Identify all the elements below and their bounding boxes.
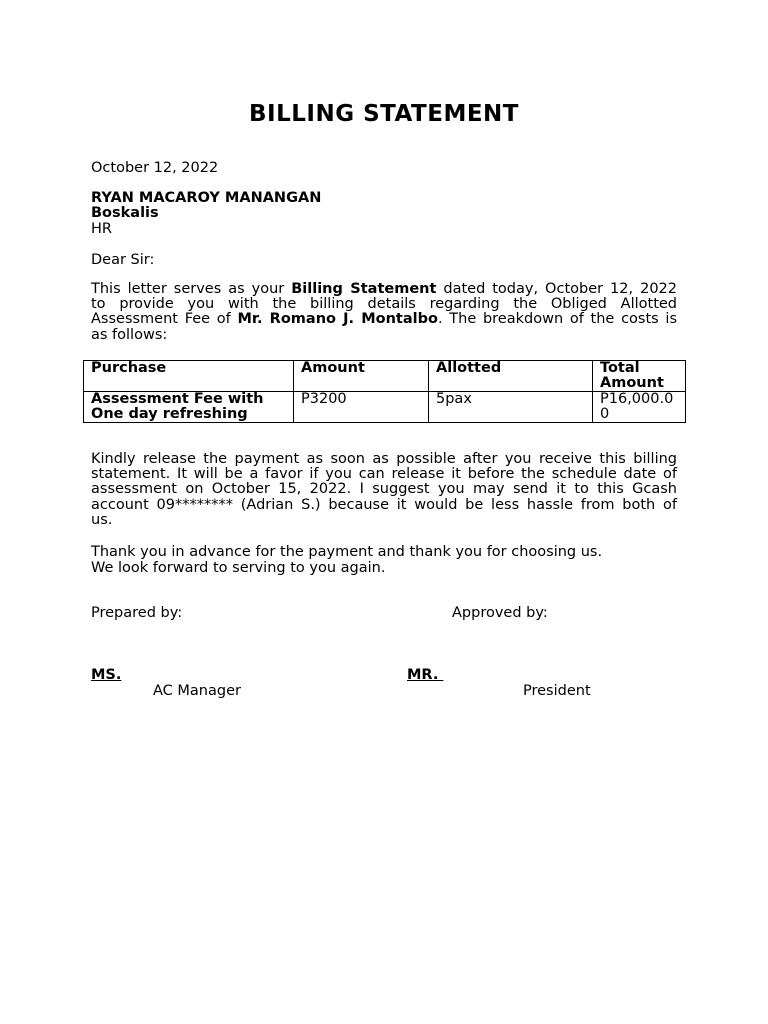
payment-line-5: us. [91,511,113,528]
column-header-amount: Amount [294,361,429,392]
approver-title: President [523,683,591,699]
assessee-name: Mr. Romano J. Montalbo [237,311,438,328]
column-header-total-amount: Total Amount [593,361,686,392]
preparer-prefix: MS. [91,667,122,683]
table-header-row [84,361,686,392]
cell-amount: P3200 [294,392,429,423]
approved-by-label: Approved by: [452,605,548,621]
letter-date: October 12, 2022 [91,160,219,176]
cell-total-amount: P16,000.00 [593,392,686,423]
cell-allotted: 5pax [429,392,593,423]
payment-line-3: assessment on October 15, 2022. I suggest you may send it to this Gcash [91,481,677,498]
billing-statement-term: Billing Statement [291,281,437,297]
cell-purchase: Assessment Fee with One day refreshing [84,392,294,423]
column-header-allotted: Allotted [429,361,593,392]
recipient-company: Boskalis [91,205,159,221]
intro-line-4: as follows: [91,326,168,343]
table-row [84,392,686,423]
intro-line-2: to provide you with the billing details regarding the Obliged Allotted [91,296,677,313]
preparer-title: AC Manager [153,683,241,699]
intro-line-1: This letter serves as your Billing Statement dated today, October 12, 2022 [91,281,677,297]
intro-paragraph [91,282,677,343]
recipient-name: RYAN MACAROY MANANGAN [91,190,322,206]
cost-breakdown-table [83,360,686,423]
approver-prefix: MR. [407,667,444,683]
column-header-purchase: Purchase [84,361,294,392]
salutation: Dear Sir: [91,252,155,268]
thanks-line-1: Thank you in advance for the payment and thank you for choosing us. [91,544,603,560]
payment-line-4: account 09******** (Adrian S.) because it would be less hassle from both of [91,496,677,513]
thanks-line-2: We look forward to serving to you again. [91,560,386,576]
payment-line-2: statement. It will be a favor if you can release it before the schedule date of [91,466,677,483]
document-title: BILLING STATEMENT [248,101,519,127]
payment-line-1: Kindly release the payment as soon as possible after you receive this billing [91,451,677,467]
prepared-by-label: Prepared by: [91,605,183,621]
payment-paragraph [91,452,677,528]
intro-line-3: Assessment Fee of Mr. Romano J. Montalbo. The breakdown of the costs is [91,311,678,328]
recipient-department: HR [91,221,112,237]
